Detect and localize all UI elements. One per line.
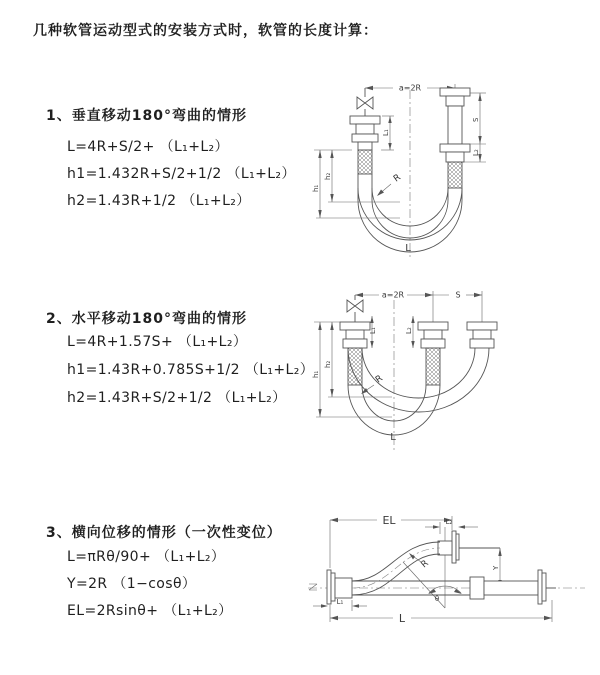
left-fitting xyxy=(350,116,380,174)
diagram-vertical-180-bend xyxy=(300,60,600,272)
label-length: L xyxy=(405,243,411,254)
label-length: L xyxy=(398,612,406,625)
valve-icon xyxy=(357,88,373,116)
label-h1: h₁ xyxy=(312,370,320,378)
centerline-mark xyxy=(309,584,317,590)
section-2-formula-L: L=4R+1.57S+ （L₁+L₂） xyxy=(67,334,248,350)
section-1-heading: 1、垂直移动180°弯曲的情形 xyxy=(46,108,247,124)
right-fitting xyxy=(470,570,556,604)
label-h1: h₁ xyxy=(312,184,320,192)
braided-hose-section xyxy=(348,348,362,385)
label-stroke: S xyxy=(472,117,480,122)
dimension-l2 xyxy=(425,518,478,534)
section-2-formula-h1: h1=1.43R+0.785S+1/2 （L₁+L₂） xyxy=(67,362,315,378)
label-radius: R xyxy=(419,558,431,571)
dimension-span-a2r-s xyxy=(355,291,482,323)
braided-hose-section xyxy=(358,150,372,174)
label-l2: L₂ xyxy=(472,149,480,156)
label-l1: L₁ xyxy=(369,327,377,334)
label-span: a=2R xyxy=(398,83,422,93)
middle-fitting xyxy=(418,322,448,385)
section-3-formula-Y: Y=2R （1−cosθ） xyxy=(67,576,197,592)
radius-leader xyxy=(361,374,385,394)
label-h2: h₂ xyxy=(324,172,332,180)
dimension-h1-h2 xyxy=(312,150,400,218)
section-2-heading: 2、水平移动180°弯曲的情形 xyxy=(46,311,247,327)
braided-hose-section xyxy=(426,348,440,385)
section-1-formula-h1: h1=1.432R+S/2+1/2 （L₁+L₂） xyxy=(67,166,296,182)
valve-icon xyxy=(347,295,363,322)
label-theta: θ xyxy=(434,595,440,603)
upper-flange xyxy=(438,531,500,563)
hose-u-bend-moved xyxy=(348,348,489,412)
label-radius: R xyxy=(391,172,403,185)
section-1-formula-h2: h2=1.43R+1/2 （L₁+L₂） xyxy=(67,193,251,209)
section-2-formula-h2: h2=1.43R+S/2+1/2 （L₁+L₂） xyxy=(67,390,287,406)
dimension-l2 xyxy=(405,316,415,348)
right-fitting-moved xyxy=(467,322,497,348)
dimension-l1 xyxy=(381,116,394,150)
label-l2: L₂ xyxy=(445,518,453,526)
dimension-el xyxy=(330,514,452,568)
label-span: a=2R xyxy=(381,290,405,300)
label-length: L xyxy=(390,432,396,443)
section-3-heading: 3、横向位移的情形（一次性变位） xyxy=(46,525,282,541)
label-l1: L₁ xyxy=(382,129,390,136)
section-1-formula-L: L=4R+S/2+ （L₁+L₂） xyxy=(67,139,229,155)
section-3-formula-L: L=πRθ/90+ （L₁+L₂） xyxy=(67,549,226,565)
braided-hose-section xyxy=(448,162,462,188)
label-l2: L₂ xyxy=(405,327,413,334)
right-fitting xyxy=(440,88,470,188)
label-radius: R xyxy=(373,373,385,386)
label-y: Y xyxy=(492,565,500,570)
label-l1: L₁ xyxy=(336,598,344,606)
diagram-horizontal-180-bend xyxy=(300,275,600,460)
radius-leader xyxy=(377,173,403,196)
dimension-l1 xyxy=(313,598,367,611)
label-stroke: S xyxy=(455,290,461,300)
label-el: EL xyxy=(382,514,396,527)
diagram-lateral-displacement xyxy=(295,495,600,675)
page-title: 几种软管运动型式的安装方式时，软管的长度计算： xyxy=(33,23,378,39)
dimension-l1 xyxy=(369,316,377,348)
section-3-formula-EL: EL=2Rsinθ+ （L₁+L₂） xyxy=(67,603,233,619)
label-h2: h₂ xyxy=(324,360,332,368)
